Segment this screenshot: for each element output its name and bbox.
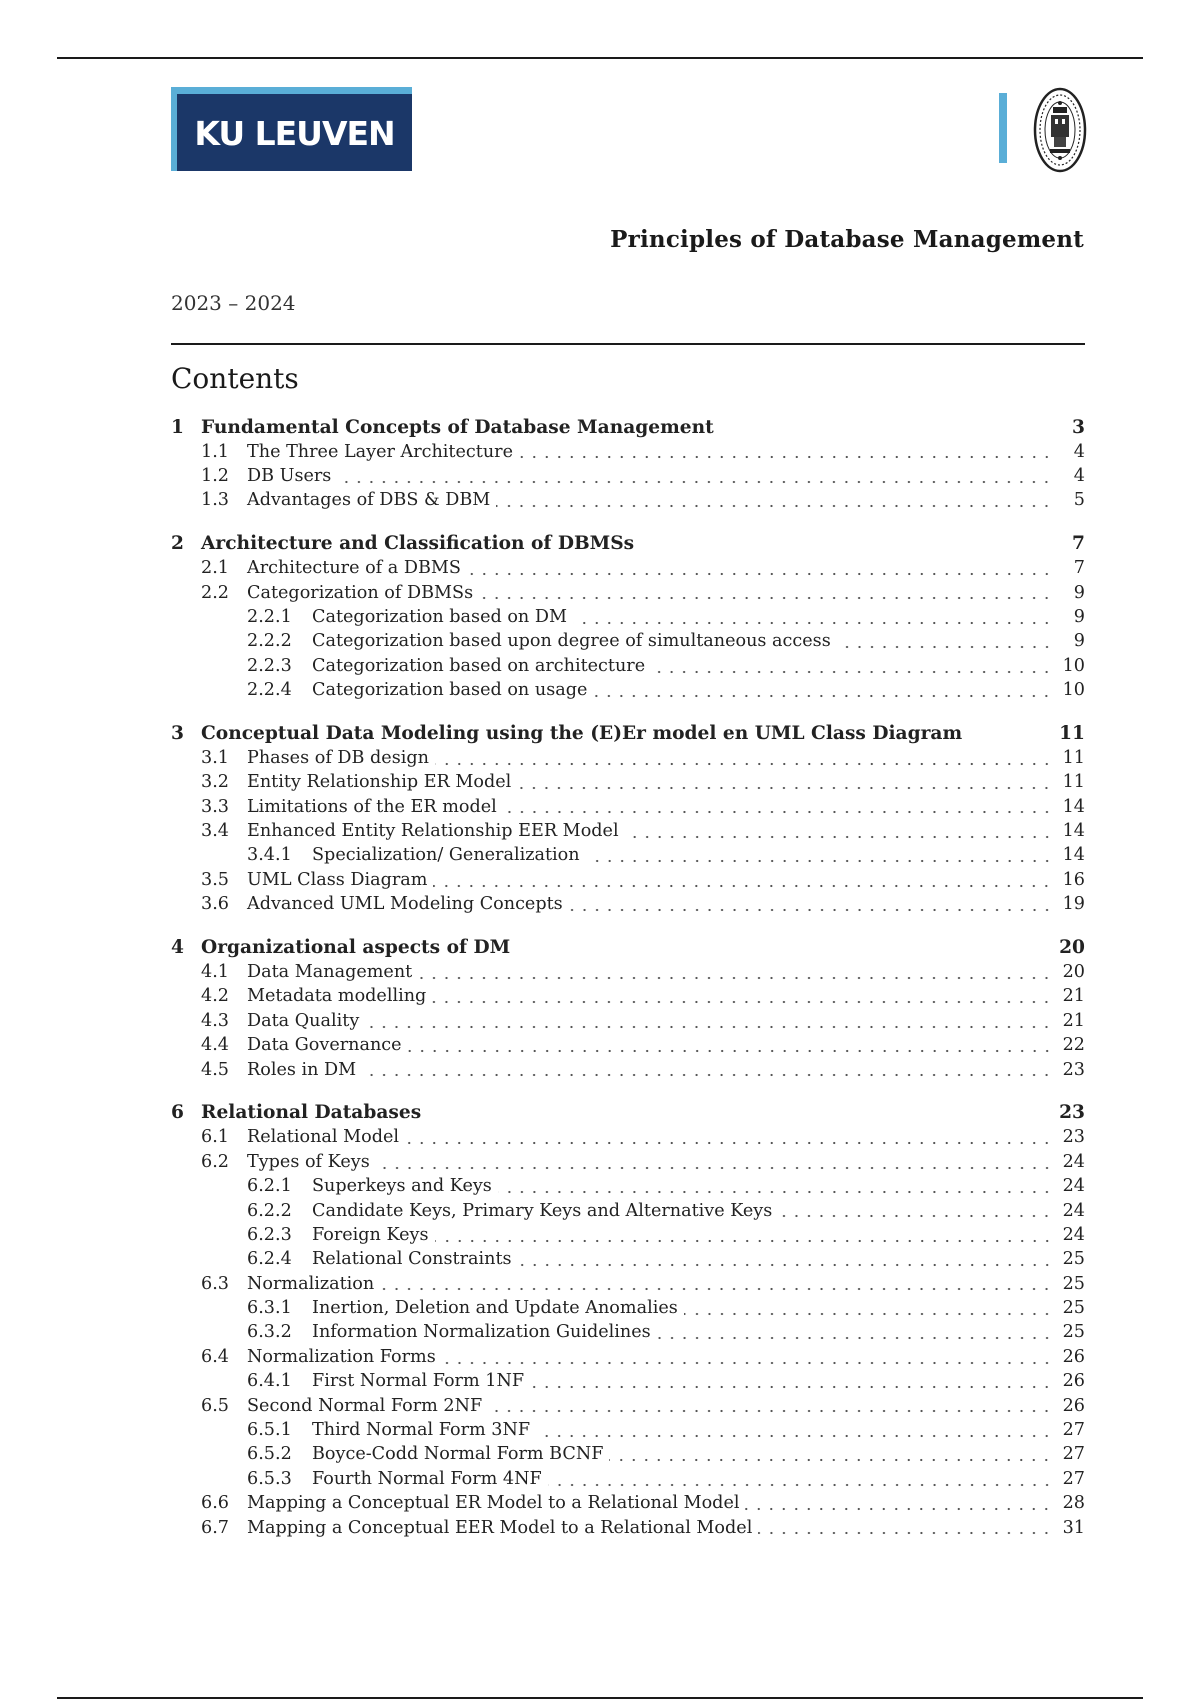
- toc-entry-page: 22: [1062, 1035, 1085, 1056]
- toc-entry-title: Architecture of a DBMS: [247, 558, 461, 579]
- toc-entry-page: 4: [1073, 465, 1085, 486]
- ku-leuven-logo: [171, 87, 412, 171]
- toc-entry-number: 2.2.4: [247, 680, 292, 701]
- toc-section-entry[interactable]: [171, 770, 1085, 794]
- toc-entry-title: The Three Layer Architecture: [247, 441, 513, 462]
- toc-entry-page: 25: [1062, 1322, 1085, 1343]
- dot-leader: [435, 748, 1053, 766]
- toc-entry-page: 9: [1073, 631, 1085, 652]
- toc-entry-number: 6.4: [201, 1346, 229, 1367]
- toc-entry-number: 2: [171, 533, 184, 555]
- toc-entry-page: 23: [1062, 1059, 1085, 1080]
- toc-entry-page: 16: [1062, 869, 1085, 890]
- toc-entry-number: 4.2: [201, 986, 229, 1007]
- toc-section-entry[interactable]: [171, 1345, 1085, 1369]
- toc-subsection-entry[interactable]: [171, 843, 1085, 867]
- toc-entry-title: Limitations of the ER model: [247, 796, 497, 817]
- toc-entry-page: 10: [1062, 680, 1085, 701]
- dot-leader: [365, 1011, 1053, 1029]
- toc-subsection-entry[interactable]: [171, 654, 1085, 678]
- top-rule: [57, 57, 1143, 59]
- contents-heading: Contents: [171, 362, 299, 395]
- dot-leader: [376, 1152, 1053, 1170]
- toc-entry-title: Mapping a Conceptual EER Model to a Relational Model: [247, 1517, 753, 1538]
- academic-year: 2023 – 2024: [171, 291, 296, 315]
- toc-section-entry[interactable]: [171, 1272, 1085, 1296]
- toc-entry-title: Categorization of DBMSs: [247, 582, 474, 603]
- toc-entry-title: Architecture and Classification of DBMSs: [201, 533, 635, 555]
- toc-chapter: [171, 935, 1085, 1081]
- dot-leader: [837, 632, 1053, 650]
- toc-entry-number: 1.1: [201, 441, 229, 462]
- dot-leader: [517, 772, 1053, 790]
- toc-entry-title: Superkeys and Keys: [312, 1176, 492, 1197]
- toc-entry-title: Third Normal Form 3NF: [312, 1420, 531, 1441]
- toc-entry-title: Specialization/ Generalization: [312, 845, 580, 866]
- table-of-contents: [171, 415, 1085, 1559]
- toc-entry-number: 6.6: [201, 1493, 229, 1514]
- toc-subsection-entry[interactable]: [171, 1223, 1085, 1247]
- dot-leader: [684, 1298, 1053, 1316]
- toc-entry-number: 6.5.3: [247, 1468, 292, 1489]
- toc-entry-number: 6.3.2: [247, 1322, 292, 1343]
- toc-entry-page: 27: [1062, 1444, 1085, 1465]
- toc-entry-title: Organizational aspects of DM: [201, 937, 511, 959]
- toc-entry-title: First Normal Form 1NF: [312, 1371, 525, 1392]
- toc-chapter: [171, 532, 1085, 703]
- toc-entry-title: Relational Model: [247, 1127, 400, 1148]
- toc-entry-title: Metadata modelling: [247, 986, 427, 1007]
- toc-section-entry[interactable]: [171, 1057, 1085, 1081]
- toc-chapter-entry[interactable]: [171, 532, 1085, 556]
- toc-entry-page: 28: [1062, 1493, 1085, 1514]
- toc-entry-number: 2.2.2: [247, 631, 292, 652]
- toc-subsection-entry[interactable]: [171, 629, 1085, 653]
- toc-entry-page: 26: [1062, 1371, 1085, 1392]
- dot-leader: [498, 1176, 1053, 1194]
- toc-entry-number: 6.5.1: [247, 1420, 292, 1441]
- toc-entry-page: 3: [1072, 416, 1085, 438]
- toc-subsection-entry[interactable]: [171, 678, 1085, 702]
- dot-leader: [518, 1250, 1053, 1268]
- toc-entry-title: Information Normalization Guidelines: [312, 1322, 651, 1343]
- toc-entry-number: 2.1: [201, 558, 229, 579]
- toc-entry-page: 26: [1062, 1346, 1085, 1367]
- dot-leader: [519, 442, 1053, 460]
- toc-entry-title: DB Users: [247, 465, 332, 486]
- toc-entry-number: 3: [171, 722, 184, 744]
- toc-subsection-entry[interactable]: [171, 1247, 1085, 1271]
- toc-entry-page: 14: [1062, 821, 1085, 842]
- toc-section-entry[interactable]: [171, 1491, 1085, 1515]
- toc-entry-page: 7: [1073, 558, 1085, 579]
- toc-entry-page: 20: [1062, 962, 1085, 982]
- dot-leader: [435, 1225, 1053, 1243]
- toc-entry-title: Enhanced Entity Relationship EER Model: [247, 821, 619, 842]
- toc-chapter-entry[interactable]: [171, 721, 1085, 745]
- toc-entry-title: Relational Databases: [201, 1102, 422, 1124]
- toc-entry-page: 23: [1059, 1102, 1085, 1124]
- dot-leader: [337, 466, 1053, 484]
- dot-leader: [651, 656, 1053, 674]
- toc-subsection-entry[interactable]: [171, 605, 1085, 629]
- logo-text: KU LEUVEN: [194, 113, 395, 153]
- dot-leader: [745, 1493, 1053, 1511]
- dot-leader: [479, 583, 1053, 601]
- toc-entry-page: 14: [1062, 845, 1085, 866]
- toc-entry-title: Categorization based on DM: [312, 606, 567, 627]
- toc-section-entry[interactable]: [171, 1393, 1085, 1417]
- dot-leader: [467, 558, 1053, 576]
- dot-leader: [380, 1274, 1053, 1292]
- dot-leader: [433, 870, 1053, 888]
- toc-entry-title: Types of Keys: [247, 1151, 370, 1172]
- toc-entry-number: 3.4: [201, 821, 229, 842]
- toc-entry-title: Advanced UML Modeling Concepts: [247, 894, 563, 915]
- toc-section-entry[interactable]: [171, 1150, 1085, 1174]
- toc-entry-title: Mapping a Conceptual ER Model to a Relational Model: [247, 1493, 740, 1514]
- toc-entry-page: 9: [1073, 582, 1085, 603]
- toc-entry-page: 19: [1062, 894, 1085, 915]
- toc-chapter-entry[interactable]: [171, 935, 1085, 959]
- toc-entry-page: 24: [1062, 1176, 1085, 1197]
- toc-section-entry[interactable]: [171, 1033, 1085, 1057]
- toc-entry-number: 1.3: [201, 490, 229, 511]
- toc-section-entry[interactable]: [171, 1009, 1085, 1033]
- toc-entry-title: Fundamental Concepts of Database Management: [201, 416, 714, 438]
- dot-leader: [503, 797, 1053, 815]
- dot-leader: [758, 1518, 1053, 1536]
- toc-entry-number: 1: [171, 416, 184, 438]
- toc-entry-title: Normalization: [247, 1273, 375, 1294]
- toc-section-entry[interactable]: [171, 984, 1085, 1008]
- toc-entry-page: 10: [1062, 655, 1085, 676]
- toc-subsection-entry[interactable]: [171, 1174, 1085, 1198]
- toc-entry-page: 5: [1073, 490, 1085, 511]
- toc-entry-page: 11: [1062, 747, 1085, 768]
- toc-entry-number: 4.3: [201, 1010, 229, 1031]
- toc-entry-number: 6.2: [201, 1151, 229, 1172]
- dot-leader: [569, 894, 1053, 912]
- toc-section-entry[interactable]: [171, 960, 1085, 984]
- toc-entry-number: 6.5.2: [247, 1444, 292, 1465]
- toc-chapter: [171, 1101, 1085, 1540]
- toc-entry-number: 3.5: [201, 869, 229, 890]
- toc-entry-title: Second Normal Form 2NF: [247, 1395, 483, 1416]
- toc-entry-page: 24: [1062, 1151, 1085, 1172]
- toc-section-entry[interactable]: [171, 746, 1085, 770]
- toc-entry-number: 6.5: [201, 1395, 229, 1416]
- toc-entry-number: 6.7: [201, 1517, 229, 1538]
- toc-entry-page: 14: [1062, 796, 1085, 817]
- toc-entry-page: 23: [1062, 1127, 1085, 1148]
- toc-entry-number: 6.1: [201, 1127, 229, 1148]
- university-seal-icon: [1032, 85, 1088, 175]
- toc-subsection-entry[interactable]: [171, 1320, 1085, 1344]
- toc-section-entry[interactable]: [171, 892, 1085, 916]
- dot-leader: [362, 1060, 1053, 1078]
- toc-entry-title: Data Management: [247, 962, 413, 982]
- toc-section-entry[interactable]: [171, 868, 1085, 892]
- toc-entry-number: 6.2.4: [247, 1249, 292, 1270]
- toc-entry-number: 6.3.1: [247, 1298, 292, 1319]
- dot-leader: [657, 1323, 1053, 1341]
- toc-entry-title: Relational Constraints: [312, 1249, 512, 1270]
- toc-entry-title: Candidate Keys, Primary Keys and Alternative Keys: [312, 1200, 773, 1221]
- toc-chapter-entry[interactable]: [171, 1101, 1085, 1125]
- dot-leader: [418, 962, 1053, 980]
- toc-entry-number: 4.1: [201, 962, 229, 982]
- toc-section-entry[interactable]: [171, 464, 1085, 488]
- toc-entry-number: 3.1: [201, 747, 229, 768]
- toc-entry-page: 27: [1062, 1468, 1085, 1489]
- toc-section-entry[interactable]: [171, 819, 1085, 843]
- toc-entry-page: 24: [1062, 1200, 1085, 1221]
- toc-entry-page: 25: [1062, 1273, 1085, 1294]
- toc-entry-number: 3.3: [201, 796, 229, 817]
- dot-leader: [432, 987, 1053, 1005]
- dot-leader: [586, 846, 1053, 864]
- toc-section-entry[interactable]: [171, 439, 1085, 463]
- toc-entry-page: 21: [1062, 1010, 1085, 1031]
- toc-entry-number: 6.2.3: [247, 1224, 292, 1245]
- toc-subsection-entry[interactable]: [171, 1442, 1085, 1466]
- toc-entry-page: 4: [1073, 441, 1085, 462]
- toc-subsection-entry[interactable]: [171, 1198, 1085, 1222]
- toc-entry-number: 2.2: [201, 582, 229, 603]
- toc-entry-page: 9: [1073, 606, 1085, 627]
- toc-entry-title: Foreign Keys: [312, 1224, 429, 1245]
- toc-entry-page: 11: [1062, 772, 1085, 793]
- toc-entry-number: 6.2.1: [247, 1176, 292, 1197]
- toc-entry-title: Fourth Normal Form 4NF: [312, 1468, 542, 1489]
- toc-entry-number: 3.4.1: [247, 845, 292, 866]
- toc-entry-page: 26: [1062, 1395, 1085, 1416]
- toc-entry-page: 25: [1062, 1249, 1085, 1270]
- toc-entry-number: 4.5: [201, 1059, 229, 1080]
- toc-entry-title: Conceptual Data Modeling using the (E)Er model en UML Class Diagram: [201, 722, 963, 744]
- dot-leader: [778, 1201, 1053, 1219]
- toc-entry-page: 24: [1062, 1224, 1085, 1245]
- toc-section-entry[interactable]: [171, 556, 1085, 580]
- dot-leader: [573, 607, 1053, 625]
- toc-entry-number: 6: [171, 1102, 184, 1124]
- toc-chapter: [171, 721, 1085, 916]
- dot-leader: [530, 1371, 1053, 1389]
- dot-leader: [548, 1469, 1053, 1487]
- toc-entry-page: 20: [1059, 937, 1085, 959]
- toc-entry-title: Data Quality: [247, 1010, 360, 1031]
- dot-leader: [593, 680, 1053, 698]
- toc-entry-number: 1.2: [201, 465, 229, 486]
- dot-leader: [609, 1445, 1053, 1463]
- toc-entry-title: Boyce-Codd Normal Form BCNF: [312, 1444, 604, 1465]
- toc-section-entry[interactable]: [171, 1515, 1085, 1539]
- dot-leader: [536, 1420, 1053, 1438]
- toc-entry-title: Categorization based on architecture: [312, 655, 646, 676]
- dot-leader: [488, 1396, 1053, 1414]
- toc-subsection-entry[interactable]: [171, 1467, 1085, 1491]
- toc-entry-title: Categorization based on usage: [312, 680, 588, 701]
- dot-leader: [625, 821, 1053, 839]
- toc-entry-title: Categorization based upon degree of simultaneous access: [312, 631, 831, 652]
- toc-entry-title: Entity Relationship ER Model: [247, 772, 512, 793]
- toc-entry-number: 6.4.1: [247, 1371, 292, 1392]
- toc-section-entry[interactable]: [171, 1125, 1085, 1149]
- toc-entry-title: Data Governance: [247, 1035, 402, 1056]
- toc-entry-title: Advantages of DBS & DBM: [247, 490, 491, 511]
- toc-entry-page: 11: [1059, 722, 1085, 744]
- dot-leader: [442, 1347, 1053, 1365]
- header-divider: [171, 343, 1085, 345]
- bottom-rule: [57, 1697, 1143, 1699]
- toc-chapter: [171, 415, 1085, 513]
- accent-bar: [999, 93, 1007, 163]
- toc-entry-number: 3.2: [201, 772, 229, 793]
- dot-leader: [405, 1128, 1053, 1146]
- toc-entry-title: UML Class Diagram: [247, 869, 428, 890]
- toc-subsection-entry[interactable]: [171, 1296, 1085, 1320]
- toc-subsection-entry[interactable]: [171, 1418, 1085, 1442]
- toc-section-entry[interactable]: [171, 580, 1085, 604]
- toc-entry-number: 2.2.3: [247, 655, 292, 676]
- toc-entry-page: 21: [1062, 986, 1085, 1007]
- toc-entry-number: 4.4: [201, 1035, 229, 1056]
- toc-section-entry[interactable]: [171, 488, 1085, 512]
- toc-chapter-entry[interactable]: [171, 415, 1085, 439]
- toc-entry-page: 7: [1072, 533, 1085, 555]
- toc-entry-title: Phases of DB design: [247, 747, 429, 768]
- toc-entry-page: 25: [1062, 1298, 1085, 1319]
- toc-entry-number: 6.3: [201, 1273, 229, 1294]
- toc-entry-title: Roles in DM: [247, 1059, 357, 1080]
- toc-entry-number: 3.6: [201, 894, 229, 915]
- toc-entry-number: 2.2.1: [247, 606, 292, 627]
- dot-leader: [496, 491, 1053, 509]
- toc-entry-number: 4: [171, 937, 184, 959]
- toc-entry-page: 27: [1062, 1420, 1085, 1441]
- toc-section-entry[interactable]: [171, 794, 1085, 818]
- toc-entry-title: Normalization Forms: [247, 1346, 436, 1367]
- toc-entry-page: 31: [1062, 1517, 1085, 1538]
- toc-entry-number: 6.2.2: [247, 1200, 292, 1221]
- dot-leader: [408, 1035, 1053, 1053]
- toc-subsection-entry[interactable]: [171, 1369, 1085, 1393]
- toc-entry-title: Inertion, Deletion and Update Anomalies: [312, 1298, 678, 1319]
- document-title: Principles of Database Management: [610, 226, 1084, 253]
